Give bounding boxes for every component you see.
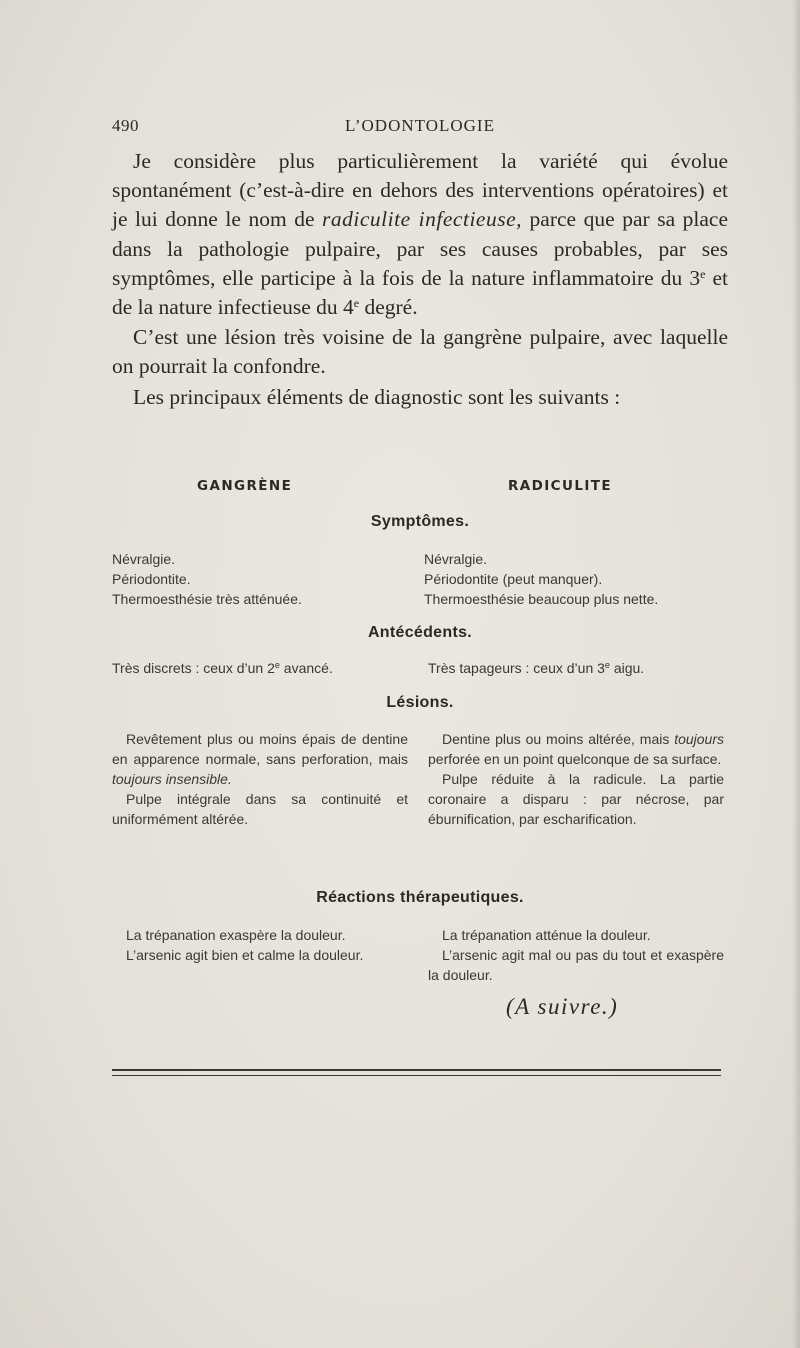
symptoms-gangrene bbox=[112, 549, 408, 609]
antecedent-item bbox=[428, 658, 724, 678]
lesion-italic: toujours bbox=[674, 731, 724, 747]
antecedents-radiculite bbox=[428, 658, 724, 678]
p1-superscript-1: e bbox=[700, 266, 706, 281]
therapeutic-paragraph-2: L’arsenic agit bien et calme la douleur. bbox=[126, 947, 364, 963]
lesion-paragraph-1 bbox=[428, 729, 724, 769]
paragraph-2: C’est une lésion très voisine de la gangrène pulpaire, avec laquelle on pourrait la confondre. bbox=[112, 325, 728, 379]
antecedent-item bbox=[112, 658, 408, 678]
symptom-item: Névralgie. bbox=[424, 551, 488, 567]
antecedent-text-end: aigu. bbox=[609, 660, 645, 676]
symptom-item: Périodontite (peut manquer). bbox=[424, 571, 603, 587]
antecedent-text: Très discrets : ceux d’un 2 bbox=[112, 660, 275, 676]
lesion-italic: toujours insensible. bbox=[112, 771, 232, 787]
therapeutic-radiculite bbox=[428, 925, 724, 985]
page-edge-shadow bbox=[792, 0, 800, 1348]
symptom-item: Thermoesthésie très atténuée. bbox=[112, 591, 302, 607]
paragraph-1 bbox=[112, 147, 728, 322]
column-heading-radiculite: RADICULITE bbox=[508, 478, 612, 494]
antecedent-superscript: e bbox=[274, 660, 280, 670]
section-title-lesions: Lésions. bbox=[386, 694, 454, 711]
antecedent-text-end: avancé. bbox=[279, 660, 333, 676]
therapeutic-paragraph-1: La trépanation atténue la douleur. bbox=[442, 927, 651, 943]
symptom-item: Névralgie. bbox=[112, 551, 176, 567]
p1-text-b: parce que par sa place dans la pathologie pulpaire, par ses causes probables, par ses symptômes, elle participe à la fois de la nature inflammatoire du 3 bbox=[112, 207, 729, 290]
section-title-symptoms: Symptômes. bbox=[370, 513, 470, 530]
symptom-item: Périodontite. bbox=[112, 571, 191, 587]
lesions-gangrene bbox=[112, 729, 408, 829]
antecedents-gangrene bbox=[112, 658, 408, 678]
p1-superscript-2: e bbox=[353, 296, 360, 311]
lesion-paragraph-2: Pulpe intégrale dans sa continuité et uniformément altérée. bbox=[112, 791, 408, 827]
p1-text-a: Je considère plus particulièrement la variété qui évolue spontanément (c’est-à-dire en dehors des interventions opératoires) et je lui donne le nom de bbox=[112, 149, 728, 232]
symptoms-radiculite bbox=[424, 549, 720, 609]
lesions-radiculite bbox=[428, 729, 724, 829]
lesion-paragraph-1 bbox=[112, 729, 408, 789]
to-be-continued: (A suivre.) bbox=[506, 994, 619, 1019]
lesion-paragraph-2: Pulpe réduite à la radicule. La partie coronaire a disparu : par nécrose, par éburnification, par escharification. bbox=[428, 771, 724, 827]
running-head bbox=[112, 116, 728, 140]
therapeutic-paragraph-2: L’arsenic agit mal ou pas du tout et exaspère la douleur. bbox=[428, 947, 724, 983]
lesion-text: Dentine plus ou moins altérée, mais bbox=[442, 731, 675, 747]
symptom-item: Thermoesthésie beaucoup plus nette. bbox=[424, 591, 659, 607]
p1-text-c: et de la nature infectieuse du 4 bbox=[112, 265, 728, 320]
section-title-therapeutic: Réactions thérapeutiques. bbox=[316, 889, 524, 906]
p1-text-d: degré. bbox=[359, 295, 418, 320]
antecedent-superscript: e bbox=[604, 660, 610, 670]
page-number: 490 bbox=[112, 116, 139, 135]
section-title-antecedents: Antécédents. bbox=[367, 624, 473, 641]
lesion-text-end: perforée en un point quelconque de sa surface. bbox=[428, 751, 722, 767]
double-rule-bottom bbox=[112, 1075, 721, 1076]
body-text bbox=[112, 147, 728, 412]
therapeutic-gangrene bbox=[112, 925, 408, 965]
therapeutic-paragraph-1: La trépanation exaspère la douleur. bbox=[126, 927, 346, 943]
column-headings bbox=[112, 478, 728, 498]
double-rule-top bbox=[112, 1069, 721, 1071]
lesion-text: Revêtement plus ou moins épais de dentine en apparence normale, sans perforation, mais bbox=[112, 731, 408, 767]
journal-title: L’ODONTOLOGIE bbox=[345, 116, 495, 135]
paragraph-3: Les principaux éléments de diagnostic sont les suivants : bbox=[133, 384, 621, 409]
column-heading-gangrene: GANGRÈNE bbox=[197, 478, 293, 494]
p1-italic-term: radiculite infectieuse, bbox=[322, 207, 522, 232]
antecedent-text: Très tapageurs : ceux d’un 3 bbox=[428, 660, 605, 676]
